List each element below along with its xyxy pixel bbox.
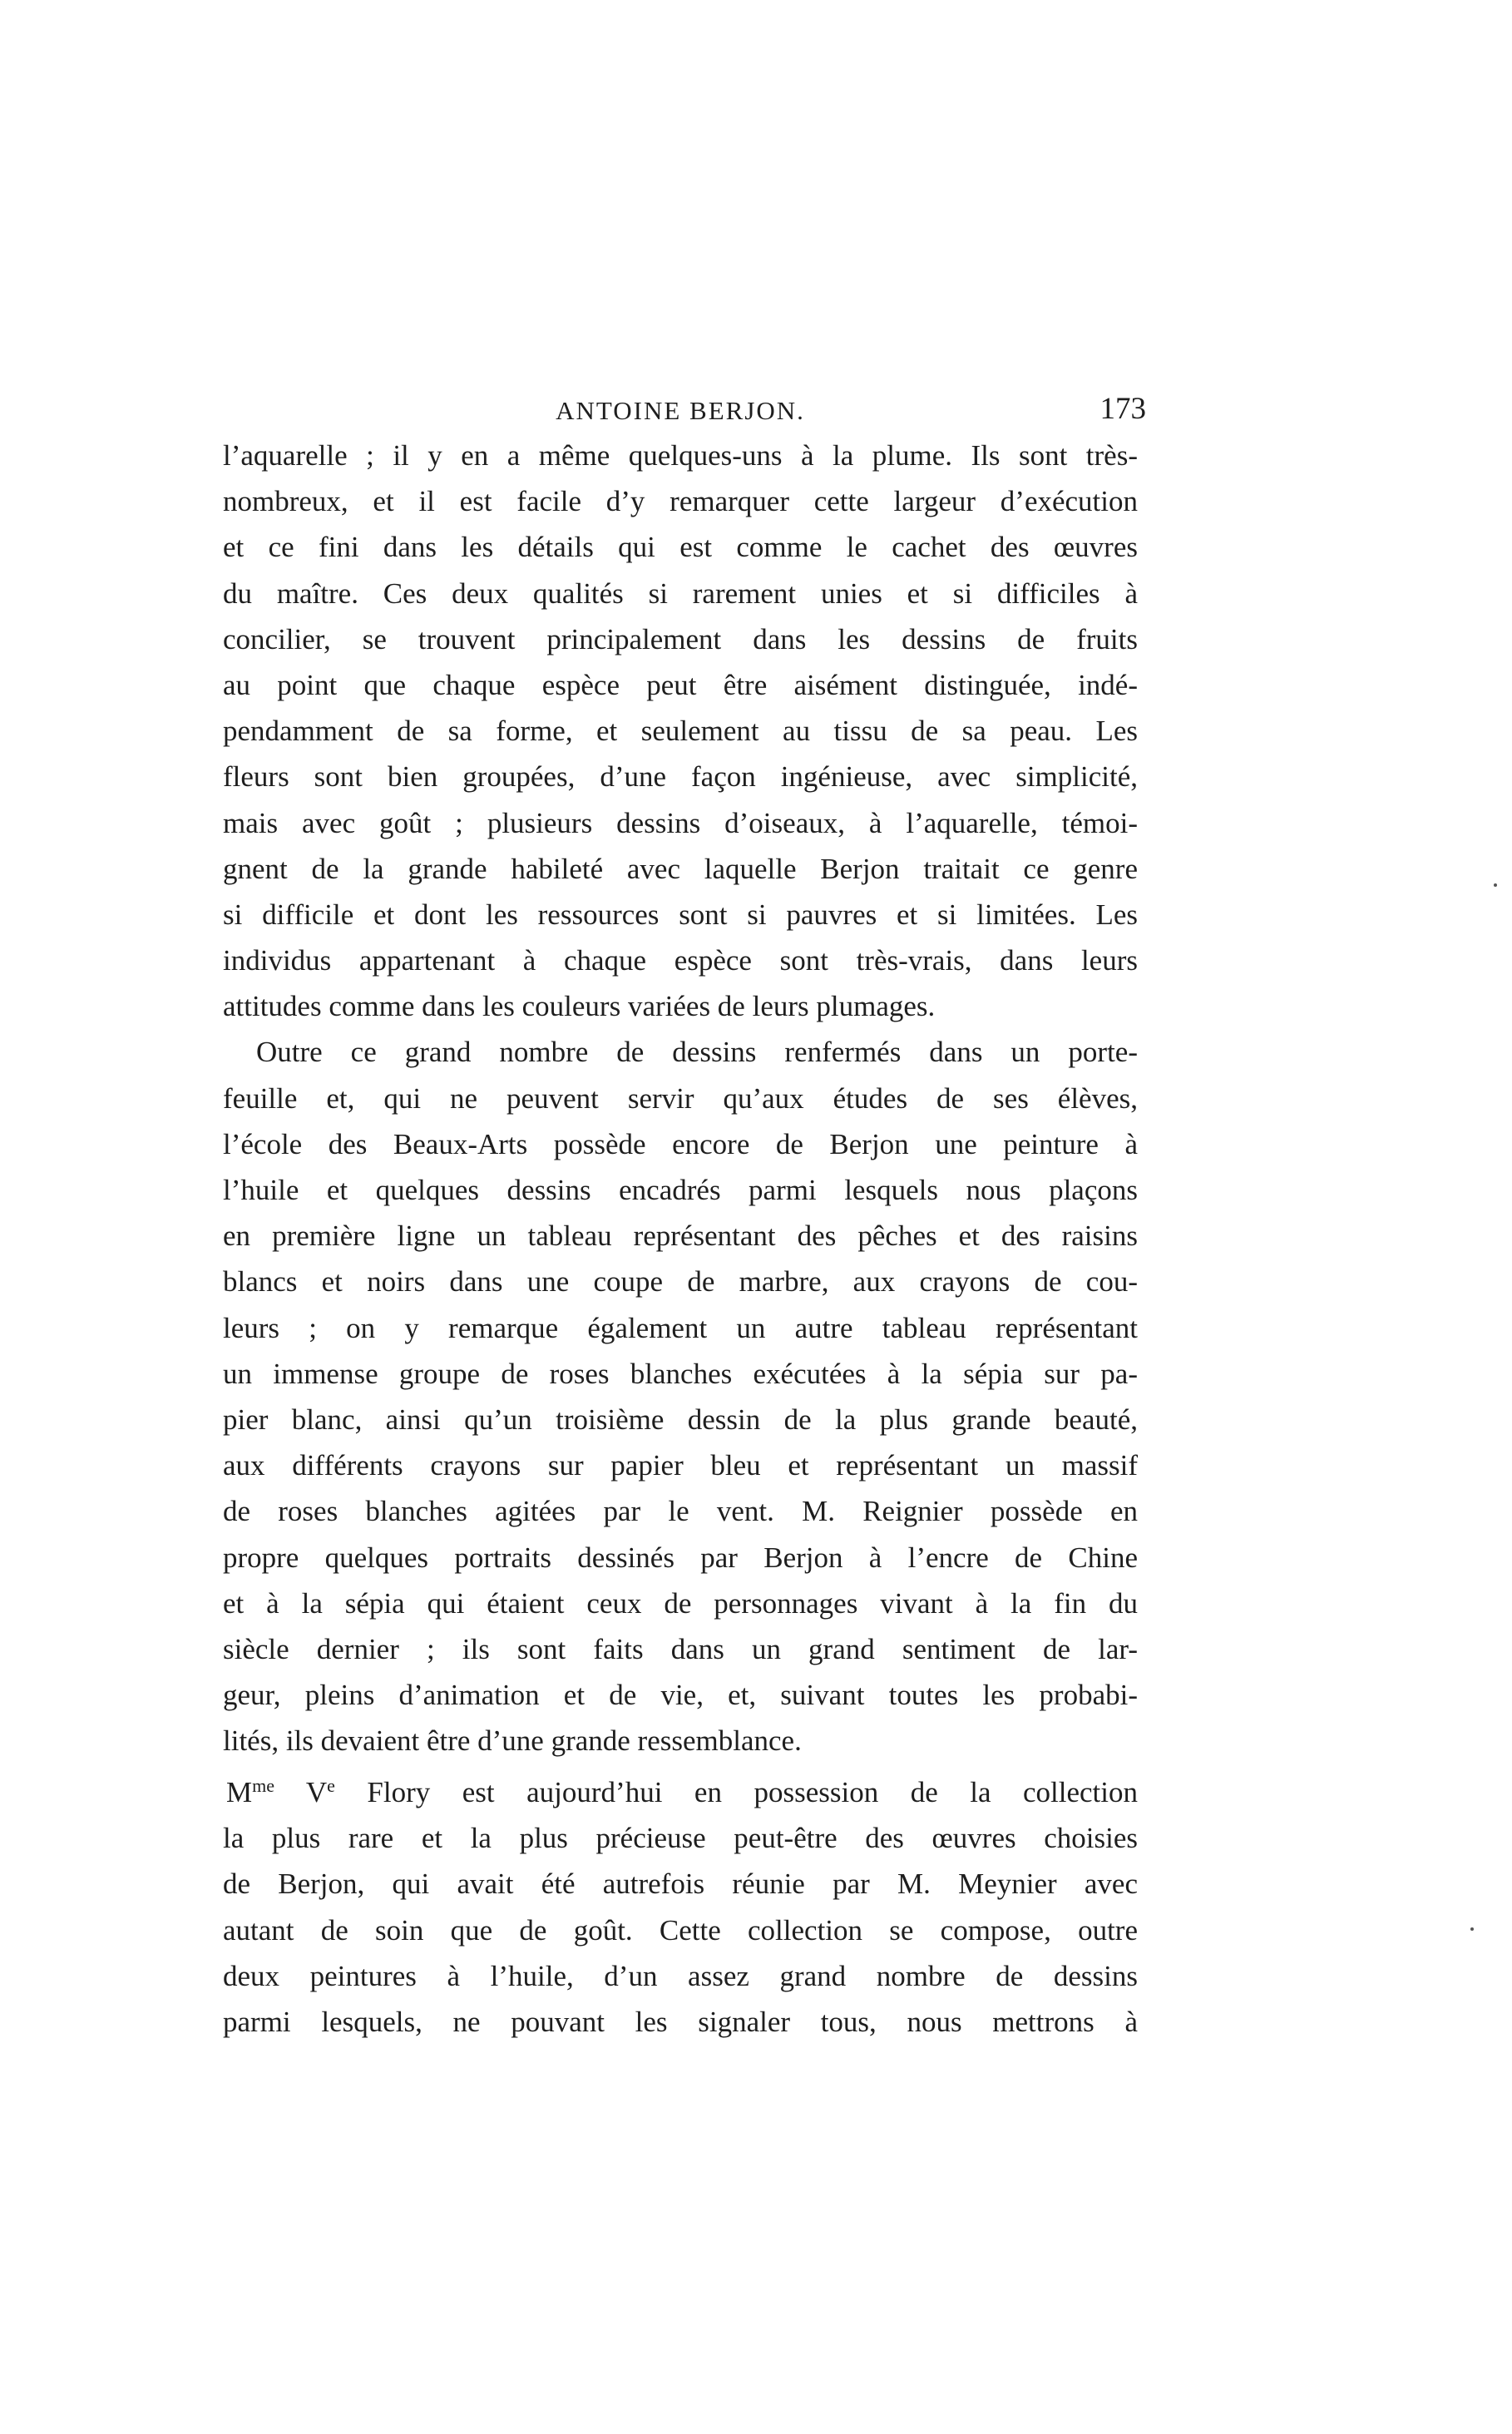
paper-speck	[1470, 1927, 1474, 1931]
text-line: l’huile et quelques dessins encadrés parmi lesquels nous plaçons	[223, 1174, 1138, 1206]
text-line-first	[223, 1769, 1138, 1815]
text-line: mais avec goût ; plusieurs dessins d’oiseaux, à l’aquarelle, témoi-	[223, 806, 1138, 839]
text-line: attitudes comme dans les couleurs variées de leurs plumages.	[223, 990, 936, 1023]
title-abbrev: V	[274, 1776, 328, 1808]
text-line: fleurs sont bien groupées, d’une façon ingénieuse, avec simplicité,	[223, 760, 1138, 794]
text-line: pendamment de sa forme, et seulement au tissu de sa peau. Les	[223, 715, 1138, 748]
text-line: parmi lesquels, ne pouvant les signaler tous, nous mettrons à	[223, 2005, 1138, 2038]
text-line: propre quelques portraits dessinés par Berjon à l’encre de Chine	[223, 1541, 1138, 1574]
text-line: et ce fini dans les détails qui est comme le cachet des œuvres	[223, 531, 1138, 564]
paragraph-2	[223, 1029, 1138, 1764]
text-line: du maître. Ces deux qualités si rarement unies et si difficiles à	[223, 576, 1138, 610]
superscript: e	[327, 1775, 335, 1796]
text-line: individus appartenant à chaque espèce sont très-vrais, dans leurs	[223, 944, 1138, 977]
text-line: nombreux, et il est facile d’y remarquer cette largeur d’exécution	[223, 485, 1138, 518]
text-line: l’école des Beaux-Arts possède encore de Berjon une peinture à	[223, 1127, 1138, 1160]
running-title: ANTOINE BERJON.	[556, 396, 805, 425]
text-line: et à la sépia qui étaient ceux de personnages vivant à la fin du	[223, 1586, 1138, 1620]
superscript: me	[252, 1775, 275, 1796]
paper-speck	[1494, 883, 1497, 887]
paragraph-1	[223, 433, 1138, 1029]
paragraph-3	[223, 1769, 1138, 2045]
title-abbrev: M	[226, 1776, 253, 1808]
text-line: lités, ils devaient être d’une grande ressemblance.	[223, 1724, 802, 1758]
text-line: au point que chaque espèce peut être aisément distinguée, indé-	[223, 668, 1138, 701]
text-line: de Berjon, qui avait été autrefois réunie par M. Meynier avec	[223, 1868, 1138, 1901]
text-line: pier blanc, ainsi qu’un troisième dessin de la plus grande beauté,	[223, 1403, 1138, 1436]
running-head	[223, 391, 1146, 433]
text-line: Outre ce grand nombre de dessins renfermés dans un porte-	[256, 1036, 1138, 1069]
page-number: 173	[1099, 392, 1146, 426]
text-line: autant de soin que de goût. Cette collection se compose, outre	[223, 1913, 1138, 1947]
body-text-lower	[223, 1769, 1138, 2045]
text-line: la plus rare et la plus précieuse peut-être des œuvres choisies	[223, 1822, 1138, 1855]
text-line: leurs ; on y remarque également un autre tableau représentant	[223, 1311, 1138, 1344]
text-line: un immense groupe de roses blanches exécutées à la sépia sur pa-	[223, 1357, 1138, 1390]
text-line: si difficile et dont les ressources sont si pauvres et si limitées. Les	[223, 898, 1138, 931]
body-text-upper	[223, 433, 1138, 1764]
text-line: gnent de la grande habileté avec laquelle Berjon traitait ce genre	[223, 852, 1138, 885]
text-line: geur, pleins d’animation et de vie, et, suivant toutes les probabi-	[223, 1679, 1138, 1712]
text-line: l’aquarelle ; il y en a même quelques-uns à la plume. Ils sont très-	[223, 439, 1138, 472]
text-line: de roses blanches agitées par le vent. M. Reignier possède en	[223, 1495, 1138, 1528]
text-line: feuille et, qui ne peuvent servir qu’aux études de ses élèves,	[223, 1081, 1138, 1115]
text-line: deux peintures à l’huile, d’un assez grand nombre de dessins	[223, 1959, 1138, 1992]
text-line: blancs et noirs dans une coupe de marbre, aux crayons de cou-	[223, 1265, 1138, 1299]
text-line: aux différents crayons sur papier bleu et représentant un massif	[223, 1449, 1138, 1482]
text-line: siècle dernier ; ils sont faits dans un grand sentiment de lar-	[223, 1632, 1138, 1665]
text-line: en première ligne un tableau représentant des pêches et des raisins	[223, 1219, 1138, 1253]
text-line: concilier, se trouvent principalement dans les dessins de fruits	[223, 622, 1138, 655]
text-run: Flory est aujourd’hui en possession de la collection	[334, 1776, 1138, 1808]
